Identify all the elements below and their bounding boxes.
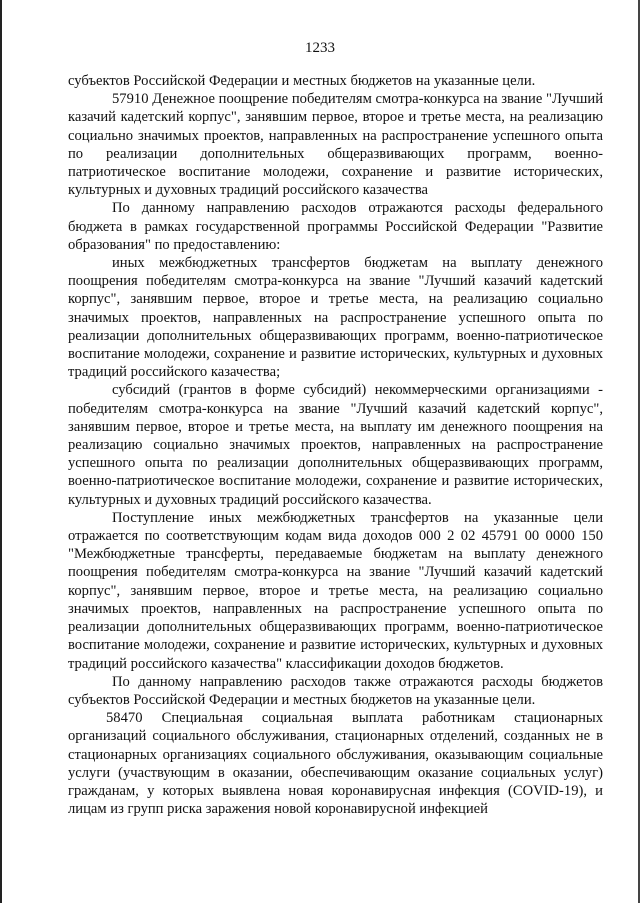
paragraph-interbudget-transfers: иных межбюджетных трансфертов бюджетам на выплату денежного поощрения победителям смотра-конкурса на звание "Лучший казачий кадетский корпус", занявшим первое, второе и третье места, на реализацию социально значимых проектов, направленных на распространение успешного опыта по реализации дополнительных общеразвивающих программ, военно-патриотическое воспитание молодежи, сохранение и развитие исторических, культурных и духовных традиций российского казачества; (68, 255, 603, 381)
paragraph-regional-expenses: По данному направлению расходов также отражаются расходы бюджетов субъектов Российской Федерации и местных бюджетов на указанные цели. (68, 673, 603, 708)
paragraph-income-codes: Поступление иных межбюджетных трансфертов на указанные цели отражается по соответствующим кодам вида доходов 000 2 02 45791 00 0000 150 "Межбюджетные трансферты, передаваемые бюджетам на выплату денежного поощрения победителям смотра-конкурса на звание "Лучший казачий кадетский корпус", занявшим первое, второе и третье места, на реализацию социально значимых проектов, направленных на распространение успешного опыта по реализации дополнительных общеразвивающих программ, военно-патриотическое воспитание молодежи, сохранение и развитие исторических, культурных и духовных традиций российского казачества" классификации доходов бюджетов. (68, 509, 603, 672)
paragraph-expenses-federal: По данному направлению расходов отражаются расходы федерального бюджета в рамках государственной программы Российской Федерации "Развитие образования" по предоставлению: (68, 200, 603, 253)
page-number: 1233 (305, 40, 335, 56)
document-body (68, 72, 603, 818)
paragraph-continuation: субъектов Российской Федерации и местных бюджетов на указанные цели. (68, 73, 536, 89)
paragraph-57910-heading: 57910 Денежное поощрение победителям смотра-конкурса на звание "Лучший казачий кадетский корпус", занявшим первое, второе и третье места, на реализацию социально значимых проектов, направленных на распространение успешного опыта по реализации дополнительных общеразвивающих программ, военно-патриотическое воспитание молодежи, сохранение и развитие исторических, культурных и духовных традиций российского казачества (68, 91, 603, 199)
paragraph-subsidies: субсидий (грантов в форме субсидий) некоммерческими организациями - победителям смотра-конкурса на звание "Лучший казачий кадетский корпус", занявшим первое, второе и третье места, на выплату им денежного поощрения на реализацию социально значимых проектов, направленных на распространение успешного опыта по реализации дополнительных общеразвивающих программ, военно-патриотическое воспитание молодежи, сохранение и развитие исторических, культурных и духовных традиций российского казачества. (68, 382, 603, 508)
paragraph-58470-heading: 58470 Специальная социальная выплата работникам стационарных организаций социального обслуживания, стационарных отделений, созданных не в стационарных организациях социального обслуживания, оказывающим социальные услуги (участвующим в оказании, обеспечивающим оказание социальных услуг) гражданам, у которых выявлена новая коронавирусная инфекция (COVID-19), и лицам из групп риска заражения новой коронавирусной инфекцией (68, 710, 603, 818)
